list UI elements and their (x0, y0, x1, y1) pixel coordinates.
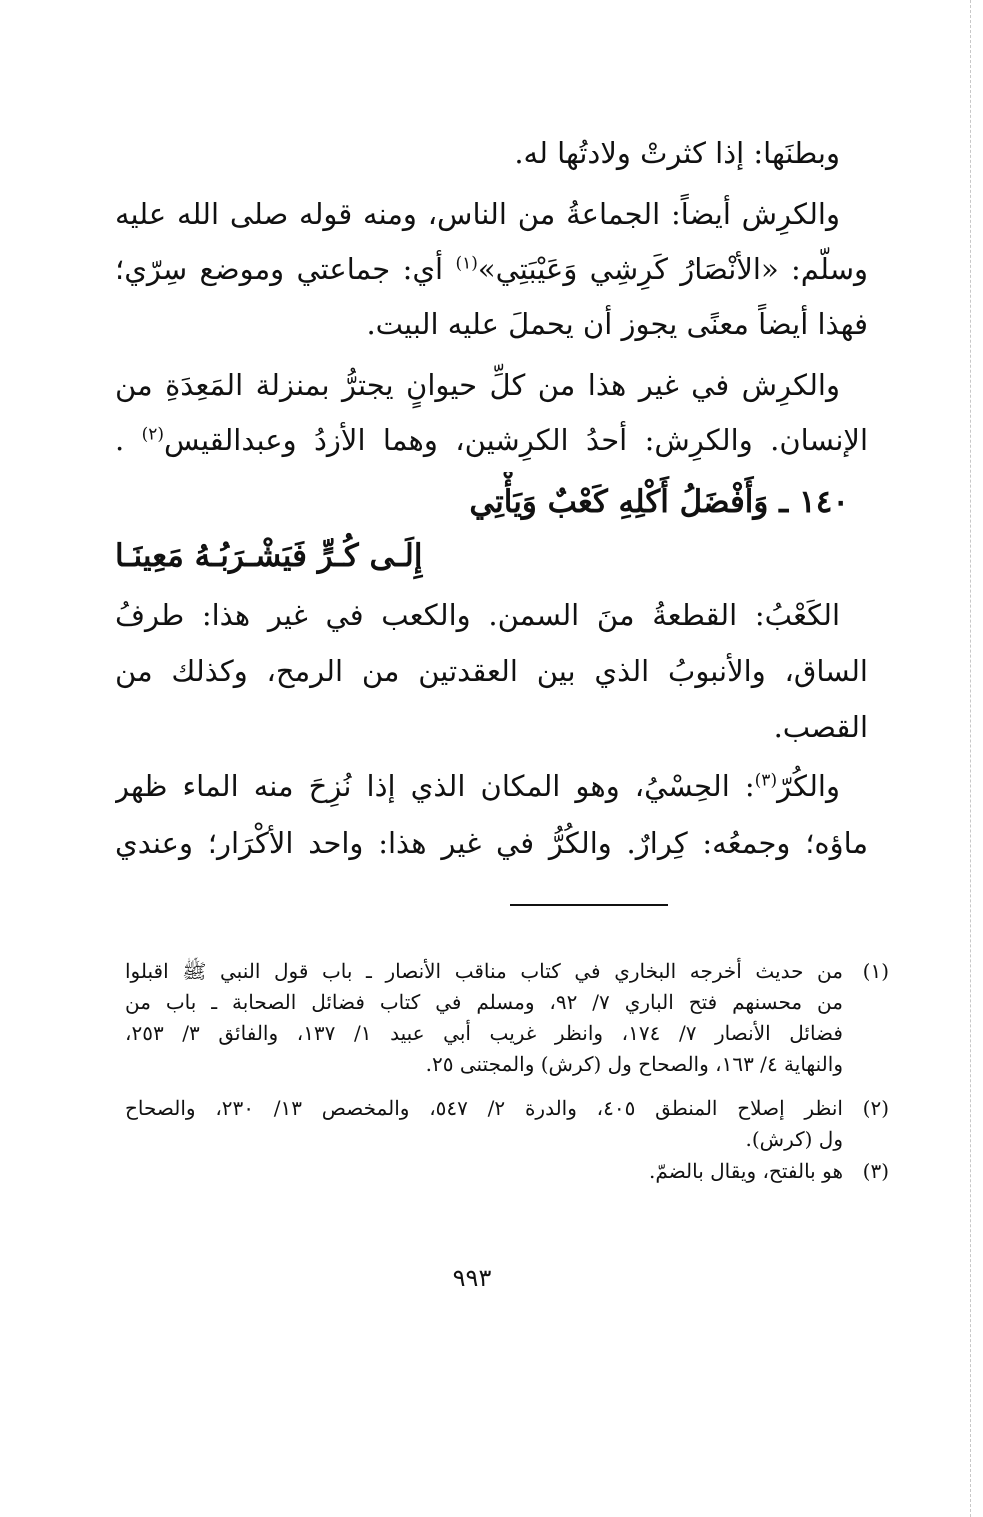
footnote-separator (510, 904, 668, 906)
footnote-3 (125, 1156, 889, 1187)
hadith-explanation: أي: جماعتي وموضع سِرّي؛ (115, 252, 456, 286)
kurr-definition: : الحِسْيُ، وهو المكان الذي إذا نُزِحَ منه الماء ظهر (115, 769, 755, 803)
verse-second-hemistich: إِلَـى كُـرٍّ فَيَشْـرَبُـهُ مَعِينَـا (115, 538, 423, 574)
paragraph-4-line-2: الساق، والأنبوبُ الذي بين العقدتين من الرمح، وكذلك من (115, 654, 868, 688)
footnote-2-line-1: انظر إصلاح المنطق ٤٠٥، والدرة ٢/ ٥٤٧، والمخصص ١٣/ ٢٣٠، والصحاح (125, 1096, 843, 1120)
footnote-1-marker: (١) (862, 959, 889, 983)
page-number: ٩٩٣ (452, 1264, 492, 1292)
footnote-1 (125, 956, 889, 1080)
footnote-1-line-1: من حديث أخرجه البخاري في كتاب مناقب الأنصار ـ باب قول النبي ﷺ اقبلوا (125, 959, 843, 983)
paragraph-4-line-3: القصب. (773, 710, 868, 744)
footnote-ref-1: (١) (455, 253, 478, 274)
paragraph-2-line-2 (115, 241, 868, 297)
footnote-1-line-3: فضائل الأنصار ٧/ ١٧٤، وانظر غريب أبي عبيد ١/ ١٣٧، والفائق ٣/ ٢٥٣، (125, 1021, 843, 1045)
paragraph-2-line-1: والكرِش أيضاً: الجماعةُ من الناس، ومنه قوله صلى الله عليه (115, 197, 840, 231)
footnote-ref-2: (٢) (141, 424, 165, 445)
footnote-1-line-2: من محسنهم فتح الباري ٧/ ٩٢، ومسلم في كتاب فضائل الصحابة ـ باب من (125, 990, 843, 1014)
kurr-term: والكُرّ (777, 769, 840, 803)
karshin-definition: الإنسان. والكرِش: أحدُ الكرِشين، وهما الأزدُ وعبدالقيس (164, 423, 868, 457)
footnote-3-line-1: هو بالفتح، ويقال بالضمّ. (649, 1159, 843, 1183)
paragraph-1-line-1: وبطنَها: إذا كثرتْ ولادتُها له. (514, 136, 840, 170)
hadith-quote: وسلّم: «الأنْصَارُ كَرِشِي وَعَيْبَتِي» (477, 252, 868, 286)
footnote-2-marker: (٢) (862, 1096, 889, 1120)
paragraph-3-line-2 (115, 412, 868, 468)
footnote-3-marker: (٣) (862, 1159, 889, 1183)
paragraph-4-line-1: الكَعْبُ: القطعةُ منَ السمن. والكعب في غير هذا: طرفُ (115, 598, 840, 632)
paragraph-2-line-3: فهذا أيضاً معنًى يجوز أن يحملَ عليه البيت. (366, 307, 868, 341)
paragraph-3-line-1: والكرِش في غير هذا من كلِّ حيوانٍ يجترُّ بمنزلة المَعِدَةِ من (115, 368, 840, 402)
paragraph-5-line-1 (115, 758, 840, 814)
footnote-2-line-2: ول (كرش). (745, 1127, 843, 1151)
footnote-1-line-4: والنهاية ٤/ ١٦٣، والصحاح ول (كرش) والمجتنى ٢٥. (425, 1052, 843, 1076)
sentence-end: . (115, 423, 142, 457)
footnote-ref-3: (٣) (754, 770, 778, 791)
verse-first-hemistich: ١٤٠ ـ وَأَفْضَلُ أَكْلِهِ كَعْبٌ وَيَأْتِي (469, 484, 849, 520)
paragraph-5-line-2: ماؤه؛ وجمعُه: كِرارٌ. والكُرُّ في غير هذا: واحد الأكْرَار؛ وعندي (115, 826, 868, 860)
scan-edge-divider (970, 0, 971, 1517)
footnote-2 (125, 1093, 889, 1155)
